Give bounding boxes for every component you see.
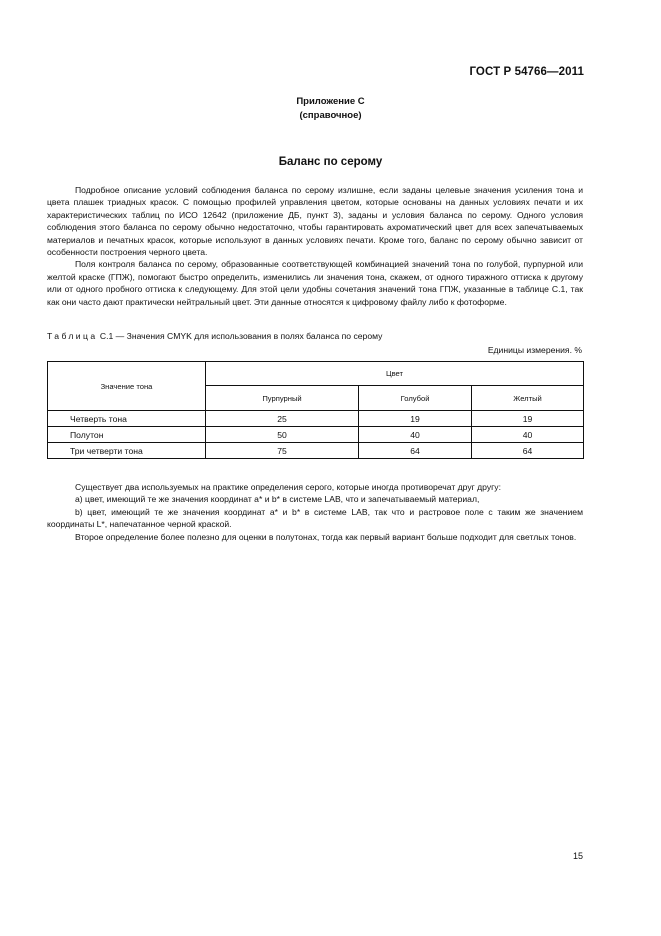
after-paragraph-2: Второе определение более полезно для оценки в полутонах, тогда как первый вариант больше подходит для светлых тонов. (75, 531, 577, 542)
header-tone: Значение тона (48, 362, 206, 411)
appendix-heading (0, 95, 661, 123)
appendix-title: Приложение С (296, 96, 365, 107)
table-cell: 19 (472, 411, 584, 427)
table-cell: 50 (206, 427, 359, 443)
cmyk-table (47, 361, 584, 459)
intro-paragraph-2: Поля контроля баланса по серому, образованные соответствующей комбинацией значений тона по голубой, пурпурной или желтой краске (ГПЖ), помогают быстро определить, изменились ли значения тона, скажем, от одного тиражного оттиска к другому или от одного пробного оттиска к следующему. Для этой цели удобны сочетания значений тона ГПЖ, указанные в таблице С.1, так как они часто дают практически нейтральный цвет. Эти данные относятся к цифровому файлу либо к фотоформе. (47, 259, 583, 307)
table-row (48, 443, 584, 459)
appendix-note: (справочное) (299, 110, 362, 121)
table-units: Единицы измерения. % (487, 345, 582, 355)
intro-text (47, 184, 583, 308)
table-caption-text: С.1 — Значения CMYK для использования в полях баланса по серому (97, 331, 383, 341)
standard-number: ГОСТ Р 54766—2011 (469, 66, 584, 78)
intro-paragraph-1: Подробное описание условий соблюдения баланса по серому излишне, если заданы целевые значения усиления тона и цвета плашек триадных красок. С помощью профилей управления цветом, которые основаны на данных условиях печати и их характеристических таблиц по ИСО 12642 (приложение ДБ, пункт 3), заданы и условия баланса по серому. Одного условия соблюдения этого баланса по серому обычно недостаточно, чтобы гарантировать ахроматический цвет для всех запечатываемых материалов и печатных красок, которые используют в данных условиях печати. Кроме того, баланс по серому обычно зависит от особенности построения черного цвета. (47, 185, 583, 258)
row-label: Три четверти тона (48, 443, 206, 459)
column-header-yellow: Желтый (472, 386, 584, 411)
after-text (47, 481, 583, 543)
table-caption (47, 331, 382, 341)
table-cell: 75 (206, 443, 359, 459)
table-row (48, 411, 584, 427)
list-item-a: а) цвет, имеющий те же значения координат a* и b* в системе LAB, что и запечатываемый материал, (75, 494, 480, 505)
table-caption-label: Таблица (47, 331, 98, 341)
section-title: Баланс по серому (278, 156, 383, 168)
table-row (48, 427, 584, 443)
row-label: Четверть тона (48, 411, 206, 427)
column-header-magenta: Пурпурный (206, 386, 359, 411)
row-label: Полутон (48, 427, 206, 443)
table-cell: 64 (359, 443, 472, 459)
header-color: Цвет (206, 362, 584, 386)
column-header-cyan: Голубой (359, 386, 472, 411)
table-cell: 25 (206, 411, 359, 427)
table-cell: 64 (472, 443, 584, 459)
table-cell: 40 (472, 427, 584, 443)
table-cell: 40 (359, 427, 472, 443)
table-cell: 19 (359, 411, 472, 427)
page-number: 15 (572, 851, 583, 861)
after-paragraph-1: Существует два используемых на практике определения серого, которые иногда противоречат друг другу: (75, 482, 501, 492)
list-item-b: b) цвет, имеющий те же значения координат a* и b* в системе LAB, так что и растровое поле с таким же значением координаты L*, напечатанное черной краской. (47, 506, 583, 530)
